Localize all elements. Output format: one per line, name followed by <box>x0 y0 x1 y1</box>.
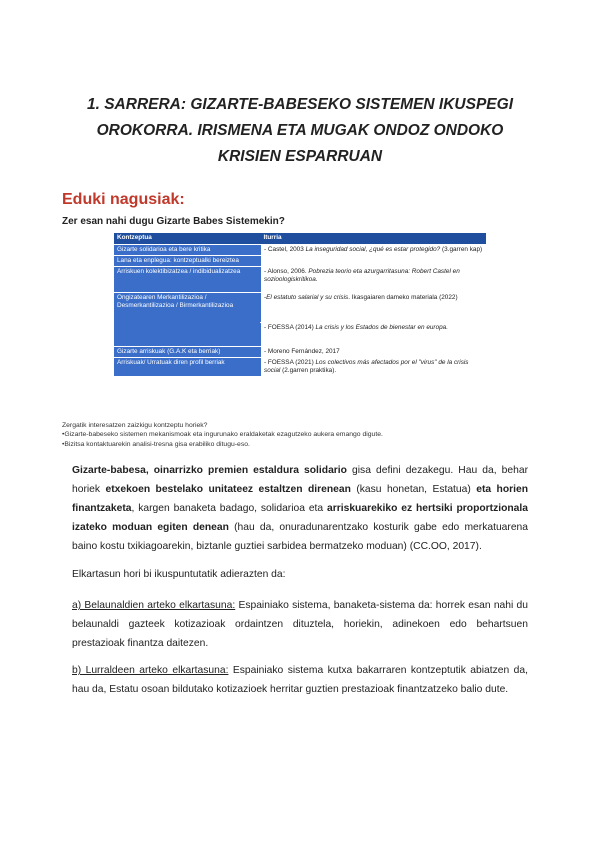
table-row <box>114 347 486 358</box>
table-row <box>114 358 486 377</box>
table-cell-source: - Moreno Fernández, 2017 <box>261 347 487 358</box>
table-cell-concept: Arriskuen kolektibizatzea / indibidualizatzea <box>114 267 261 293</box>
title-line-3: KRISIEN ESPARRUAN <box>217 148 383 165</box>
table-cell-concept: Ongizatearen Merkantilizazioa / Desmerkantilizazioa / Birmerkantilizazioa <box>114 293 261 347</box>
table-cell-concept: Arriskuak/ Urratuak diren profil berriak <box>114 358 261 377</box>
title-line-2: OROKORRA. IRISMENA ETA MUGAK ONDOZ ONDOKO <box>96 122 504 139</box>
table-cell-concept: Gizarte arriskuak (G.A.K eta berriak) <box>114 347 261 358</box>
table-row <box>114 267 486 293</box>
table-cell-source: - FOESSA (2021) Los colectivos más afectados por el "virus" de la crisis social (2.garren praktika). <box>261 358 487 377</box>
table-cell-source: - Alonso, 2006. Pobrezia teorio eta azurgarritasuna: Robert Castel en sozioologiskritikoa. <box>261 267 487 293</box>
paragraph-intro: Elkartasun hori bi ikuspuntutatik adierazten da: <box>72 569 286 580</box>
title-line-1: 1. SARRERA: GIZARTE-BABESEKO SISTEMEN IKUSPEGI <box>86 96 513 113</box>
slide-heading: Eduki nagusiak: <box>62 191 185 208</box>
slide-question: Zergatik interesatzen zaizkigu kontzeptu horiek? <box>62 422 208 429</box>
paragraph-generational: a) Belaunaldien arteko elkartasuna: Espainiako sistema, banaketa-sistema da: horrek esan nahi du belaunaldi gazteek kotizazioak ordaintzen dituztela, horiekin, adinekoen edo behartsuen prestazioak finantza daitezen. <box>72 600 529 649</box>
concepts-table <box>114 233 486 377</box>
slide-bullet-2: •Bizitsa kontaktuarekin analisi-tresna gisa erabiliko ditugu-eso. <box>62 441 250 448</box>
table-cell-concept: Gizarte solidarioa eta bere kritika <box>114 245 261 256</box>
document-title <box>40 92 560 170</box>
table-cell-source: -El estatuto salarial y su crisis. Ikasgaiaren dameko materiala (2022) <box>261 293 487 323</box>
table-header-row <box>114 233 486 245</box>
slide-subheading: Zer esan nahi dugu Gizarte Babes Sistemekin? <box>62 216 285 227</box>
table-cell-source: - Castel, 2003 La inseguridad social, ¿qué es estar protegido? (3.garren kap) <box>261 245 487 267</box>
table-cell-source: - FOESSA (2014) La crisis y los Estados de bienestar en europa. <box>261 323 487 347</box>
table-cell-concept: Lana eta enplegua: kontzeptualki bereiztea <box>114 256 261 267</box>
table-row <box>114 293 486 323</box>
table-header-concept: Kontzeptua <box>114 233 261 245</box>
table-row <box>114 245 486 256</box>
paragraph-definition: Gizarte-babesa, oinarrizko premien estaldura solidario gisa defini dezakegu. Hau da, behar horiek etxekoen bestelako unitateez estaltzen direnean (kasu honetan, Estatua) eta horien finantzaketa, kargen banaketa badago, solidarioa eta arriskuarekiko ez hertsiki proportzionala izateko moduan egiten denean (hau da, onuradunarentzako kosturik gabe edo merkatuarena baino kostu txikiagoarekin, biztanle guztiei sarbidea bermatzeko moduan) (CC.OO, 2017). <box>72 465 529 552</box>
slide-bullet-1: •Gizarte-babeseko sistemen mekanismoak eta ingurunako eraldaketak ezagutzeko aukera emango digute. <box>62 431 383 438</box>
table-header-source: Iturria <box>261 233 487 245</box>
paragraph-territorial: b) Lurraldeen arteko elkartasuna: Espainiako sistema kutxa bakarraren kontzeptutik abiatzen da, hau da, Estatu osoan bildutako kotizazioek herritar guztien prestazioak finantzatzeko balio dute. <box>72 665 528 695</box>
